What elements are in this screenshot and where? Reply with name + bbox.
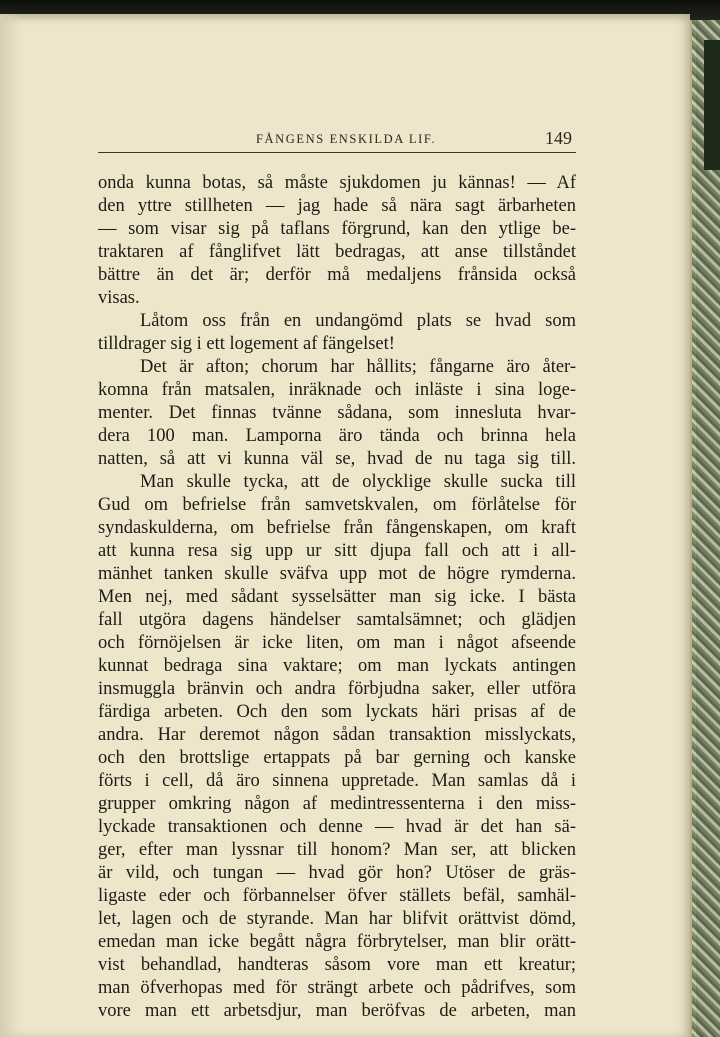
- page-gutter: [0, 14, 22, 1037]
- text-line: emedan man icke begått några förbrytelser, man blir orätt-: [98, 932, 576, 952]
- text-line: och förnöjelsen är icke liten, om man i något afseende: [98, 633, 576, 653]
- text-line: man öfverhopas med för strängt arbete och pådrifves, som: [98, 978, 576, 998]
- text-line: förts i cell, då äro sinnena uppretade. Man samlas då i: [98, 771, 576, 791]
- text-line: menter. Det finnas tvänne sådana, som innesluta hvar-: [98, 403, 576, 423]
- text-line: let, lagen och de styrande. Man har blifvit orättvist dömd,: [98, 909, 576, 929]
- text-line: Men nej, med sådant sysselsätter man sig icke. I bästa: [98, 587, 576, 607]
- text-line: ger, efter man lyssnar till honom? Man ser, att blicken: [98, 840, 576, 860]
- running-head-title: FÅNGENS ENSKILDA LIF.: [256, 132, 437, 146]
- text-line: komna från matsalen, inräknade och inläste i sina loge-: [98, 380, 576, 400]
- header-rule: [98, 152, 576, 153]
- text-line: Låtom oss från en undangömd plats se hvad som: [140, 311, 576, 331]
- text-line: färdiga arbeten. Och den som lyckats häri prisas af de: [98, 702, 576, 722]
- text-line: den yttre stillheten — jag hade så nära sagt ärbarheten: [98, 196, 576, 216]
- body-text: [98, 172, 576, 1023]
- text-line: andra. Har deremot någon sådan transaktion misslyckats,: [98, 725, 576, 745]
- text-line: grupper omkring någon af medintressenterna i den miss-: [98, 794, 576, 814]
- text-line: vore man ett arbetsdjur, man beröfvas de arbeten, man: [98, 1001, 576, 1021]
- text-line: Det är afton; chorum har hållits; fångarne äro åter-: [140, 357, 576, 377]
- text-line: Gud om befrielse från samvetskvalen, om förlåtelse för: [98, 495, 576, 515]
- text-line: insmuggla bränvin och andra förbjudna saker, eller utföra: [98, 679, 576, 699]
- text-line: att kunna resa sig upp ur sitt djupa fall och att i all-: [98, 541, 576, 561]
- text-line: kunnat bedraga sina vaktare; om man lyckats antingen: [98, 656, 576, 676]
- text-line: vist behandlad, handteras såsom vore man ett kreatur;: [98, 955, 576, 975]
- text-line: fall utgöra dagens händelser samtalsämnet; och glädjen: [98, 610, 576, 630]
- text-line: mänhet tanken skulle sväfva upp mot de högre rymderna.: [98, 564, 576, 584]
- text-line: lyckade transaktionen och denne — hvad är det han sä-: [98, 817, 576, 837]
- text-line: Man skulle tycka, att de olycklige skulle sucka till: [140, 472, 576, 492]
- text-line: ligaste eder och förbannelser öfver ställets befäl, samhäl-: [98, 886, 576, 906]
- text-line: tilldrager sig i ett logement af fängelset!: [98, 334, 395, 354]
- text-line: onda kunna botas, så måste sjukdomen ju kännas! — Af: [98, 173, 576, 193]
- text-line: är vild, och tungan — hvad gör hon? Utöser de gräs-: [98, 863, 576, 883]
- text-line: natten, så att vi kunna väl se, hvad de nu taga sig till.: [98, 449, 576, 469]
- text-line: bättre än det är; derför må medaljens frånsida också: [98, 265, 576, 285]
- text-line: — som visar sig på taflans förgrund, kan den ytlige be-: [98, 219, 576, 239]
- text-line: traktaren af fånglifvet lätt bedragas, att anse tillståndet: [98, 242, 576, 262]
- adjacent-page-edge: [692, 20, 720, 1037]
- text-line: dera 100 man. Lamporna äro tända och brinna hela: [98, 426, 576, 446]
- binding-shadow: [704, 40, 720, 170]
- text-line: och den brottslige ertappats på bar gerning och kanske: [98, 748, 576, 768]
- text-line: syndaskulderna, om befrielse från fångenskapen, om kraft: [98, 518, 576, 538]
- text-line: visas.: [98, 288, 140, 308]
- page-number: 149: [545, 128, 572, 148]
- running-head: [98, 128, 578, 152]
